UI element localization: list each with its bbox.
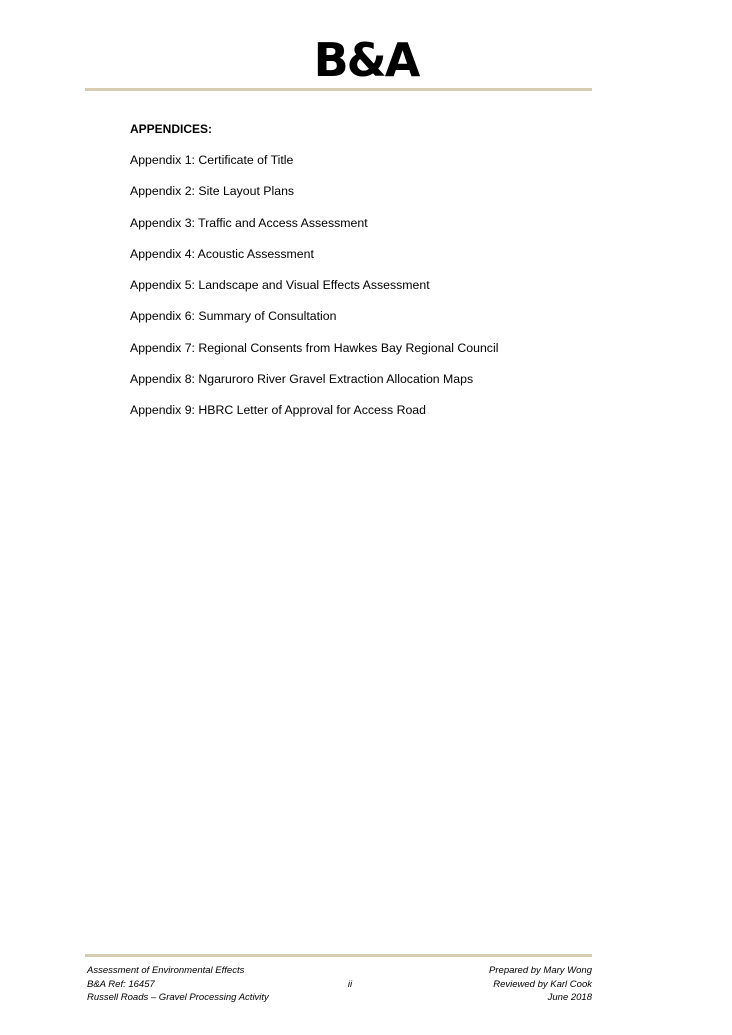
footer-reference: B&A Ref: 16457	[87, 978, 155, 990]
footer-prepared-by: Prepared by Mary Wong	[489, 965, 592, 976]
appendix-item: Appendix 6: Summary of Consultation	[130, 309, 337, 324]
appendix-item: Appendix 1: Certificate of Title	[130, 153, 294, 167]
appendix-item: Appendix 7: Regional Consents from Hawkes Bay Regional Council	[130, 340, 499, 355]
appendix-item: Appendix 5: Landscape and Visual Effects Assessment	[130, 278, 430, 293]
appendix-item: Appendix 3: Traffic and Access Assessment	[130, 215, 368, 230]
page-number: ii	[347, 978, 353, 990]
footer-left	[87, 964, 269, 1005]
appendix-item: Appendix 4: Acoustic Assessment	[130, 246, 314, 261]
footer-document-title: Assessment of Environmental Effects	[87, 965, 245, 976]
appendix-item: Appendix 2: Site Layout Plans	[130, 184, 295, 199]
appendix-list	[130, 152, 498, 434]
footer-reviewed-by: Reviewed by Karl Cook	[493, 978, 592, 990]
company-logo: B&A	[313, 33, 419, 87]
header-divider	[85, 88, 592, 91]
footer-right	[489, 964, 592, 1005]
appendix-item: Appendix 8: Ngaruroro River Gravel Extraction Allocation Maps	[130, 372, 474, 387]
appendix-item: Appendix 9: HBRC Letter of Approval for Access Road	[130, 403, 426, 418]
appendices-heading: APPENDICES:	[130, 122, 213, 136]
footer-divider	[85, 954, 592, 957]
footer-project: Russell Roads – Gravel Processing Activity	[87, 992, 269, 1003]
footer-date: June 2018	[547, 992, 592, 1003]
